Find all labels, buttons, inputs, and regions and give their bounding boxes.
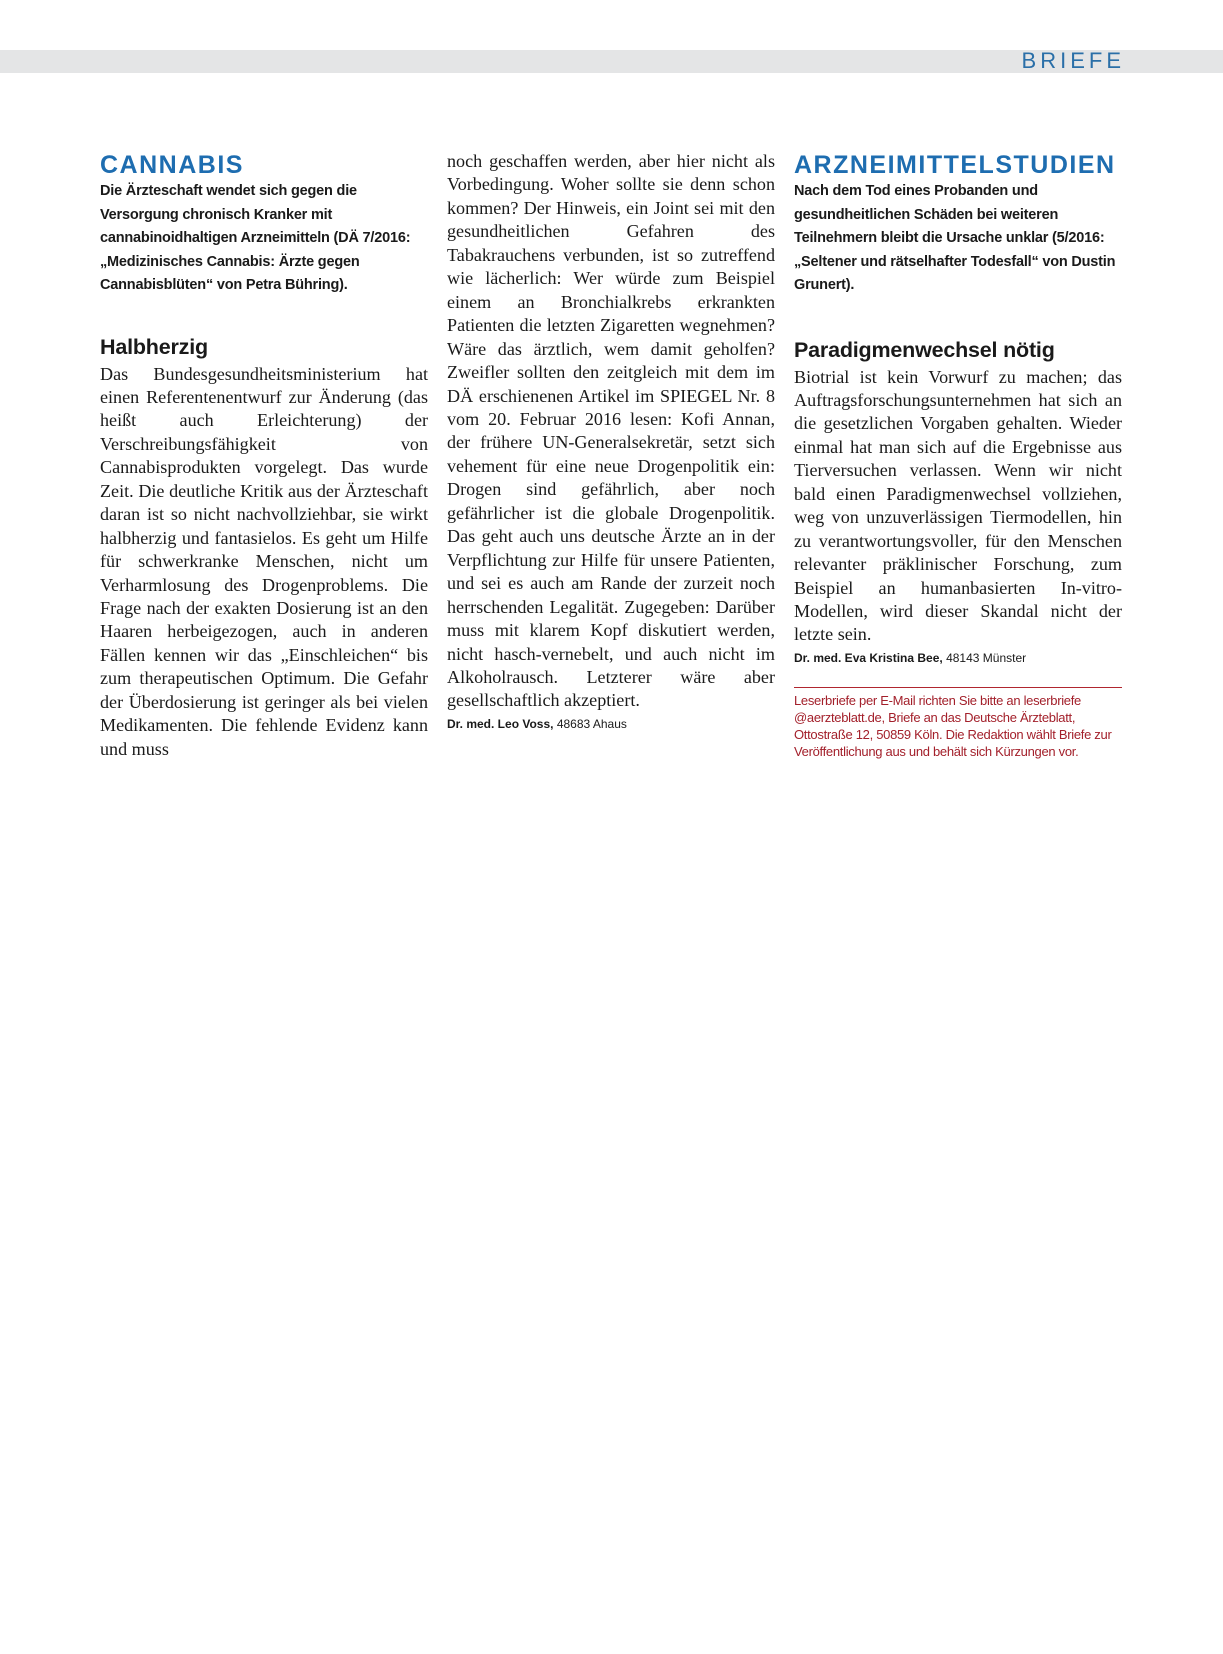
author-place: 48683 Ahaus (556, 716, 627, 731)
section-label: BRIEFE (1021, 48, 1125, 73)
kicker-arzneimittelstudien: ARZNEIMITTELSTUDIEN (794, 151, 1116, 179)
editorial-note: Leserbriefe per E-Mail richten Sie bitte an leserbriefe @aerzteblatt.de, Briefe an das Deutsche Ärzteblatt, Ottostraße 12, 50859 Köln. Die Redaktion wählt Briefe zur Veröffentlichung aus und behält sich Kürzungen vor. (794, 687, 1122, 760)
teaser-arzneimittelstudien: Nach dem Tod eines Probanden und gesundheitlichen Schäden bei weiteren Teilnehmern bleibt die Ursache unklar (5/2016: „Seltener und rätselhafter Todesfall“ von Dustin Grunert). (794, 183, 1116, 293)
column-2 (447, 150, 775, 733)
kicker-cannabis: CANNABIS (100, 151, 244, 179)
author-place: 48143 Münster (946, 650, 1027, 665)
letter-body-1-continued: noch geschaffen werden, aber hier nicht als Vorbedingung. Woher sollte sie denn schon kommen? Der Hinweis, ein Joint sei mit den gesundheitlichen Gefahren des Tabakrauchens verbunden, ist so zutreffend wie lächerlich: Wer würde zum Beispiel einem an Bronchialkrebs erkrankten Patienten die letzten Zigaretten wegnehmen? Wäre das ärztlich, wem damit geholfen? Zweifler sollten den zeitgleich mit dem im DÄ erschienenen Artikel im SPIEGEL Nr. 8 vom 20. Februar 2016 lesen: Kofi Annan, der frühere UN-Generalsekretär, setzt sich vehement für eine neue Drogenpolitik ein: Drogen sind gefährlich, aber noch gefährlicher ist die globale Drogenpolitik. Das geht auch uns deutsche Ärzte an in der Verpflichtung zur Hilfe für unsere Patienten, und sei es auch am Rande der zurzeit noch herrschenden Legalität. Zugegeben: Darüber muss mit klarem Kopf diskutiert werden, nicht hasch-vernebelt, und auch nicht im Alkoholrausch. Letzterer wäre aber gesellschaftlich akzeptiert. (447, 151, 775, 711)
letter-body-1: Das Bundesgesundheitsministerium hat einen Referentenentwurf zur Änderung (das heißt auch Erleichterung) der Verschreibungsfähigkeit von Cannabisprodukten vorgelegt. Das wurde Zeit. Die deutliche Kritik aus der Ärzteschaft daran ist so nicht nachvollziehbar, sie wirkt halbherzig und fantasielos. Es geht um Hilfe für schwerkranke Menschen, nicht um Verharmlosung des Drogenproblems. Die Frage nach der exakten Dosierung ist an den Haaren herbeigezogen, auch in anderen Fällen kennen wir das „Einschleichen“ bis zum therapeutischen Optimum. Die Gefahr der Überdosierung ist geringer als bei vielen Medikamenten. Die fehlende Evidenz kann und muss (100, 363, 428, 759)
teaser-cannabis: Die Ärzteschaft wendet sich gegen die Versorgung chronisch Kranker mit cannabinoidhaltigen Arzneimitteln (DÄ 7/2016: „Medizinisches Cannabis: Ärzte gegen Cannabisblüten“ von Petra Bühring). (100, 183, 411, 293)
headline-paradigmenwechsel: Paradigmenwechsel nötig (794, 337, 1055, 362)
letter-body-2: Biotrial ist kein Vorwurf zu machen; das Auftragsforschungsunternehmen hat sich an die gesetzlichen Vorgaben gehalten. Wieder einmal hat man sich auf die Ergebnisse aus Tierversuchen verlassen. Wenn wir nicht bald einen Paradigmenwechsel vollziehen, weg von unzuverlässigen Tiermodellen, hin zu verantwortungsvoller, für den Menschen relevanter präklinischer Forschung, zum Beispiel an humanbasierten In-vitro-Modellen, wird dieser Skandal nicht der letzte sein. (794, 366, 1122, 645)
column-3 (794, 150, 1122, 760)
author-name: Dr. med. Leo Voss, (447, 716, 554, 731)
author-signature-1 (447, 715, 775, 733)
author-name: Dr. med. Eva Kristina Bee, (794, 650, 943, 665)
column-1 (100, 150, 428, 761)
headline-halbherzig: Halbherzig (100, 334, 208, 359)
author-signature-2 (794, 649, 1122, 667)
